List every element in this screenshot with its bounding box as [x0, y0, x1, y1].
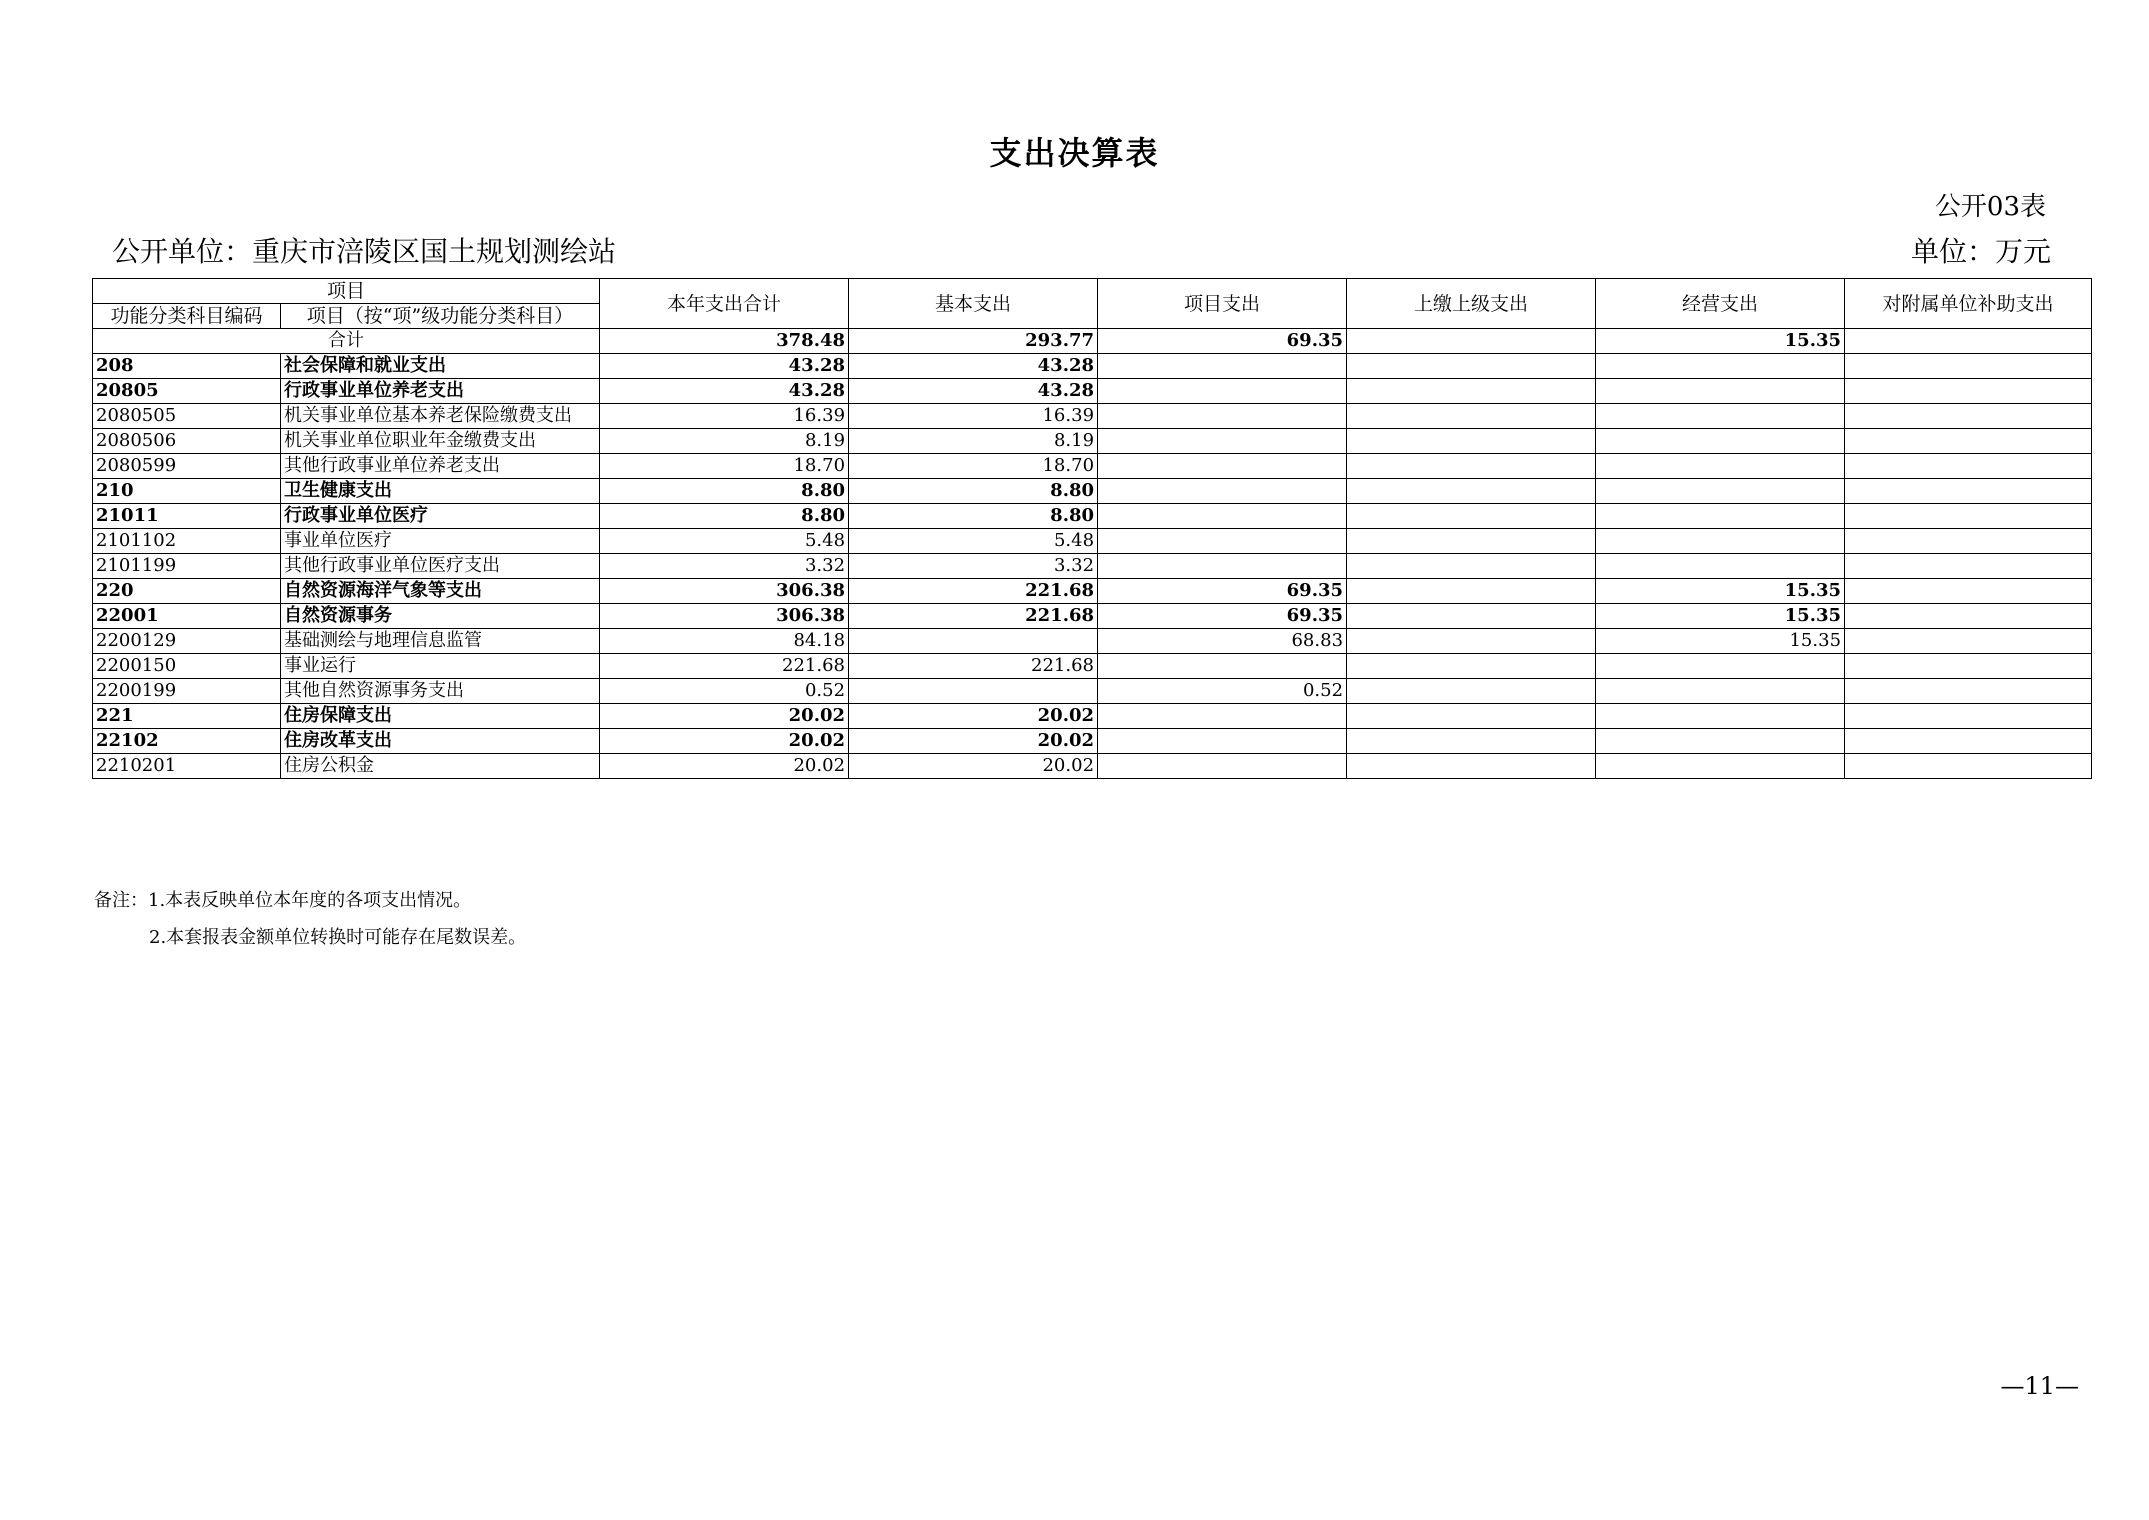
- table-row: [93, 354, 2092, 379]
- row-total: 43.28: [600, 379, 849, 404]
- row-name: 自然资源海洋气象等支出: [281, 579, 600, 604]
- reporting-unit: 公开单位：重庆市涪陵区国土规划测绘站: [112, 235, 617, 268]
- row-project-expenditure: [1098, 729, 1347, 754]
- row-project-expenditure: [1098, 554, 1347, 579]
- row-total: 5.48: [600, 529, 849, 554]
- row-total: 20.02: [600, 704, 849, 729]
- row-subsidy: [1845, 679, 2092, 704]
- row-upper-payment: [1347, 479, 1596, 504]
- header-upper-payment: 上缴上级支出: [1347, 279, 1596, 329]
- header-code: 功能分类科目编码: [93, 304, 281, 329]
- header-project-expenditure: 项目支出: [1098, 279, 1347, 329]
- table-row: [93, 754, 2092, 779]
- currency-unit: 单位：万元: [1910, 235, 2051, 268]
- row-subsidy: [1845, 429, 2092, 454]
- row-name: 住房公积金: [281, 754, 600, 779]
- row-business: 15.35: [1596, 629, 1845, 654]
- table-row: [93, 404, 2092, 429]
- row-basic: 8.80: [849, 479, 1098, 504]
- row-business: [1596, 679, 1845, 704]
- row-business: [1596, 379, 1845, 404]
- row-subsidy: [1845, 554, 2092, 579]
- row-project-expenditure: [1098, 704, 1347, 729]
- row-name: 机关事业单位职业年金缴费支出: [281, 429, 600, 454]
- row-project-expenditure: 0.52: [1098, 679, 1347, 704]
- row-total: 3.32: [600, 554, 849, 579]
- row-project-expenditure: [1098, 479, 1347, 504]
- row-upper-payment: [1347, 429, 1596, 454]
- page-number: —11—: [2000, 1372, 2079, 1400]
- row-name: 住房改革支出: [281, 729, 600, 754]
- row-total: 0.52: [600, 679, 849, 704]
- row-name: 其他自然资源事务支出: [281, 679, 600, 704]
- row-upper-payment: [1347, 704, 1596, 729]
- row-upper-payment: [1347, 379, 1596, 404]
- expenditure-table: [92, 278, 2092, 779]
- row-project-expenditure: 69.35: [1098, 604, 1347, 629]
- row-code: 20805: [93, 379, 281, 404]
- row-total: 20.02: [600, 729, 849, 754]
- row-total: 221.68: [600, 654, 849, 679]
- row-code: 208: [93, 354, 281, 379]
- row-project-expenditure: [1098, 504, 1347, 529]
- row-name: 事业单位医疗: [281, 529, 600, 554]
- row-subsidy: [1845, 354, 2092, 379]
- row-basic: 20.02: [849, 704, 1098, 729]
- row-business: [1596, 504, 1845, 529]
- row-business: [1596, 529, 1845, 554]
- row-name: 行政事业单位养老支出: [281, 379, 600, 404]
- row-subsidy: [1845, 529, 2092, 554]
- row-business: 15.35: [1596, 579, 1845, 604]
- row-business: [1596, 704, 1845, 729]
- row-basic: 16.39: [849, 404, 1098, 429]
- header-total: 本年支出合计: [600, 279, 849, 329]
- row-total: 8.80: [600, 504, 849, 529]
- row-upper-payment: [1347, 529, 1596, 554]
- row-business: [1596, 479, 1845, 504]
- row-upper-payment: [1347, 754, 1596, 779]
- row-basic: 18.70: [849, 454, 1098, 479]
- table-row: [93, 729, 2092, 754]
- row-project-expenditure: [1098, 654, 1347, 679]
- row-project-expenditure: [1098, 529, 1347, 554]
- row-subsidy: [1845, 704, 2092, 729]
- row-name: 其他行政事业单位医疗支出: [281, 554, 600, 579]
- row-subsidy: [1845, 729, 2092, 754]
- table-row: [93, 654, 2092, 679]
- row-subsidy: [1845, 479, 2092, 504]
- table-row: [93, 429, 2092, 454]
- row-basic: 43.28: [849, 379, 1098, 404]
- total-upper-payment: [1347, 329, 1596, 354]
- row-project-expenditure: [1098, 429, 1347, 454]
- row-total: 8.80: [600, 479, 849, 504]
- row-total: 306.38: [600, 604, 849, 629]
- row-code: 2080599: [93, 454, 281, 479]
- row-project-expenditure: [1098, 454, 1347, 479]
- row-name: 卫生健康支出: [281, 479, 600, 504]
- row-total: 43.28: [600, 354, 849, 379]
- row-subsidy: [1845, 629, 2092, 654]
- total-row: [93, 329, 2092, 354]
- row-upper-payment: [1347, 679, 1596, 704]
- row-name: 机关事业单位基本养老保险缴费支出: [281, 404, 600, 429]
- row-project-expenditure: [1098, 404, 1347, 429]
- row-upper-payment: [1347, 504, 1596, 529]
- row-project-expenditure: 68.83: [1098, 629, 1347, 654]
- row-upper-payment: [1347, 629, 1596, 654]
- row-code: 210: [93, 479, 281, 504]
- table-row: [93, 379, 2092, 404]
- total-label: 合计: [93, 329, 600, 354]
- header-business: 经营支出: [1596, 279, 1845, 329]
- row-code: 2200199: [93, 679, 281, 704]
- row-subsidy: [1845, 654, 2092, 679]
- row-upper-payment: [1347, 354, 1596, 379]
- row-code: 2080505: [93, 404, 281, 429]
- row-total: 84.18: [600, 629, 849, 654]
- row-basic: 43.28: [849, 354, 1098, 379]
- notes: [94, 882, 526, 956]
- row-code: 221: [93, 704, 281, 729]
- row-subsidy: [1845, 579, 2092, 604]
- row-upper-payment: [1347, 579, 1596, 604]
- row-subsidy: [1845, 754, 2092, 779]
- header-basic: 基本支出: [849, 279, 1098, 329]
- table-row: [93, 604, 2092, 629]
- table-row: [93, 704, 2092, 729]
- row-business: [1596, 729, 1845, 754]
- row-total: 306.38: [600, 579, 849, 604]
- row-business: [1596, 454, 1845, 479]
- row-project-expenditure: 69.35: [1098, 579, 1347, 604]
- table-row: [93, 679, 2092, 704]
- row-business: [1596, 554, 1845, 579]
- row-name: 行政事业单位医疗: [281, 504, 600, 529]
- row-name: 自然资源事务: [281, 604, 600, 629]
- row-upper-payment: [1347, 554, 1596, 579]
- row-basic: 221.68: [849, 604, 1098, 629]
- row-subsidy: [1845, 404, 2092, 429]
- row-basic: [849, 679, 1098, 704]
- table-row: [93, 529, 2092, 554]
- row-total: 20.02: [600, 754, 849, 779]
- row-upper-payment: [1347, 404, 1596, 429]
- total-project-expenditure: 69.35: [1098, 329, 1347, 354]
- row-business: 15.35: [1596, 604, 1845, 629]
- form-number: 公开03表: [1934, 192, 2046, 222]
- row-basic: 8.19: [849, 429, 1098, 454]
- total-subsidy: [1845, 329, 2092, 354]
- row-name: 住房保障支出: [281, 704, 600, 729]
- row-subsidy: [1845, 454, 2092, 479]
- row-project-expenditure: [1098, 379, 1347, 404]
- table-row: [93, 479, 2092, 504]
- row-basic: 20.02: [849, 729, 1098, 754]
- row-business: [1596, 404, 1845, 429]
- note-1: 备注：1.本表反映单位本年度的各项支出情况。: [94, 890, 472, 911]
- header-subsidy: 对附属单位补助支出: [1845, 279, 2092, 329]
- row-project-expenditure: [1098, 354, 1347, 379]
- row-upper-payment: [1347, 729, 1596, 754]
- row-code: 2080506: [93, 429, 281, 454]
- row-name: 基础测绘与地理信息监管: [281, 629, 600, 654]
- row-subsidy: [1845, 504, 2092, 529]
- row-name: 事业运行: [281, 654, 600, 679]
- row-code: 22001: [93, 604, 281, 629]
- table-row: [93, 454, 2092, 479]
- row-basic: 8.80: [849, 504, 1098, 529]
- total-business: 15.35: [1596, 329, 1845, 354]
- row-name: 其他行政事业单位养老支出: [281, 454, 600, 479]
- table-row: [93, 504, 2092, 529]
- row-code: 2210201: [93, 754, 281, 779]
- table-row: [93, 579, 2092, 604]
- row-name: 社会保障和就业支出: [281, 354, 600, 379]
- row-code: 2101199: [93, 554, 281, 579]
- row-basic: 5.48: [849, 529, 1098, 554]
- row-basic: 3.32: [849, 554, 1098, 579]
- row-basic: 20.02: [849, 754, 1098, 779]
- row-total: 8.19: [600, 429, 849, 454]
- total-basic: 293.77: [849, 329, 1098, 354]
- row-basic: 221.68: [849, 579, 1098, 604]
- row-code: 22102: [93, 729, 281, 754]
- row-subsidy: [1845, 379, 2092, 404]
- row-business: [1596, 354, 1845, 379]
- row-code: 2200150: [93, 654, 281, 679]
- row-total: 16.39: [600, 404, 849, 429]
- header-project: 项目: [93, 279, 600, 304]
- header-name: 项目（按“项”级功能分类科目）: [281, 304, 600, 329]
- row-upper-payment: [1347, 604, 1596, 629]
- note-2: 2.本套报表金额单位转换时可能存在尾数误差。: [149, 927, 527, 948]
- row-basic: 221.68: [849, 654, 1098, 679]
- row-business: [1596, 429, 1845, 454]
- row-code: 2200129: [93, 629, 281, 654]
- row-upper-payment: [1347, 654, 1596, 679]
- row-business: [1596, 654, 1845, 679]
- row-code: 21011: [93, 504, 281, 529]
- table-row: [93, 554, 2092, 579]
- row-upper-payment: [1347, 454, 1596, 479]
- page-title: 支出决算表: [989, 134, 1160, 172]
- row-business: [1596, 754, 1845, 779]
- row-subsidy: [1845, 604, 2092, 629]
- table-row: [93, 629, 2092, 654]
- row-code: 220: [93, 579, 281, 604]
- total-total: 378.48: [600, 329, 849, 354]
- row-basic: [849, 629, 1098, 654]
- row-code: 2101102: [93, 529, 281, 554]
- row-total: 18.70: [600, 454, 849, 479]
- row-project-expenditure: [1098, 754, 1347, 779]
